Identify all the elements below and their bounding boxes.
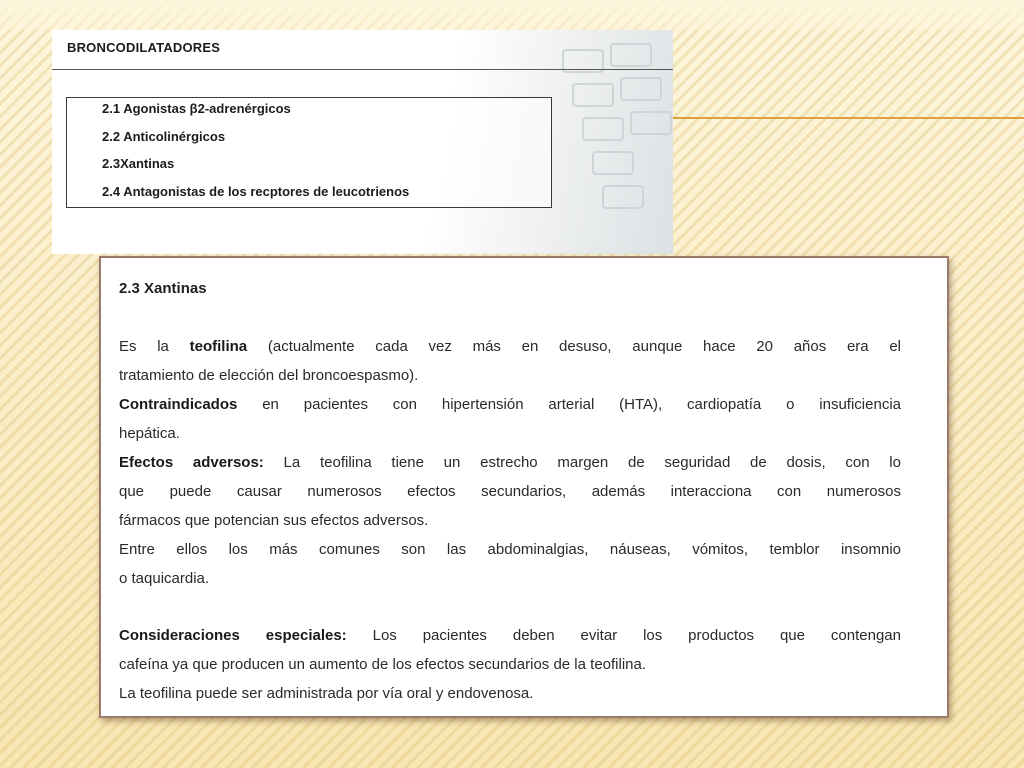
bold-term: Efectos adversos: (119, 454, 264, 471)
accent-line (672, 117, 1024, 119)
bold-term: Contraindicados (119, 396, 238, 413)
text-line: Es la teofilina (actualmente cada vez más en desuso, aunque hace 20 años era el (119, 338, 902, 355)
text-line: que puede causar numerosos efectos secundarios, además interacciona con numerosos (119, 483, 901, 500)
bold-term: teofilina (189, 338, 248, 355)
index-item: 2.2 Anticolinérgicos (102, 129, 226, 144)
index-image-panel (52, 30, 673, 254)
panel-title: BRONCODILATADORES (67, 40, 221, 55)
title-divider (52, 69, 673, 70)
index-box (66, 97, 552, 208)
text-line: Entre ellos los más comunes son las abdominalgias, náuseas, vómitos, temblor insomnio (119, 541, 901, 558)
text-line: Consideraciones especiales: Los pacientes deben evitar los productos que contengan (119, 627, 901, 644)
text-line: Efectos adversos: La teofilina tiene un estrecho margen de seguridad de dosis, con lo (119, 454, 901, 471)
slide-top-band (0, 0, 1024, 30)
text-line: fármacos que potencian sus efectos adversos. (119, 512, 429, 529)
text-line: cafeína ya que producen un aumento de los efectos secundarios de la teofilina. (119, 656, 647, 673)
index-item: 2.4 Antagonistas de los recptores de leucotrienos (102, 184, 410, 199)
keyboard-decoration (543, 30, 673, 254)
index-item: 2.3Xantinas (102, 156, 175, 171)
text-line: o taquicardia. (119, 570, 210, 587)
text-line: tratamiento de elección del broncoespasmo). (119, 367, 419, 384)
text-line: La teofilina puede ser administrada por vía oral y endovenosa. (119, 685, 534, 702)
xantinas-content-panel (99, 256, 949, 718)
text-line: hepática. (119, 425, 180, 442)
bold-term: Consideraciones especiales: (119, 627, 347, 644)
section-heading: 2.3 Xantinas (119, 280, 207, 297)
text-line: Contraindicados en pacientes con hipertensión arterial (HTA), cardiopatía o insuficiencia (119, 396, 901, 413)
index-item: 2.1 Agonistas β2-adrenérgicos (102, 101, 291, 116)
